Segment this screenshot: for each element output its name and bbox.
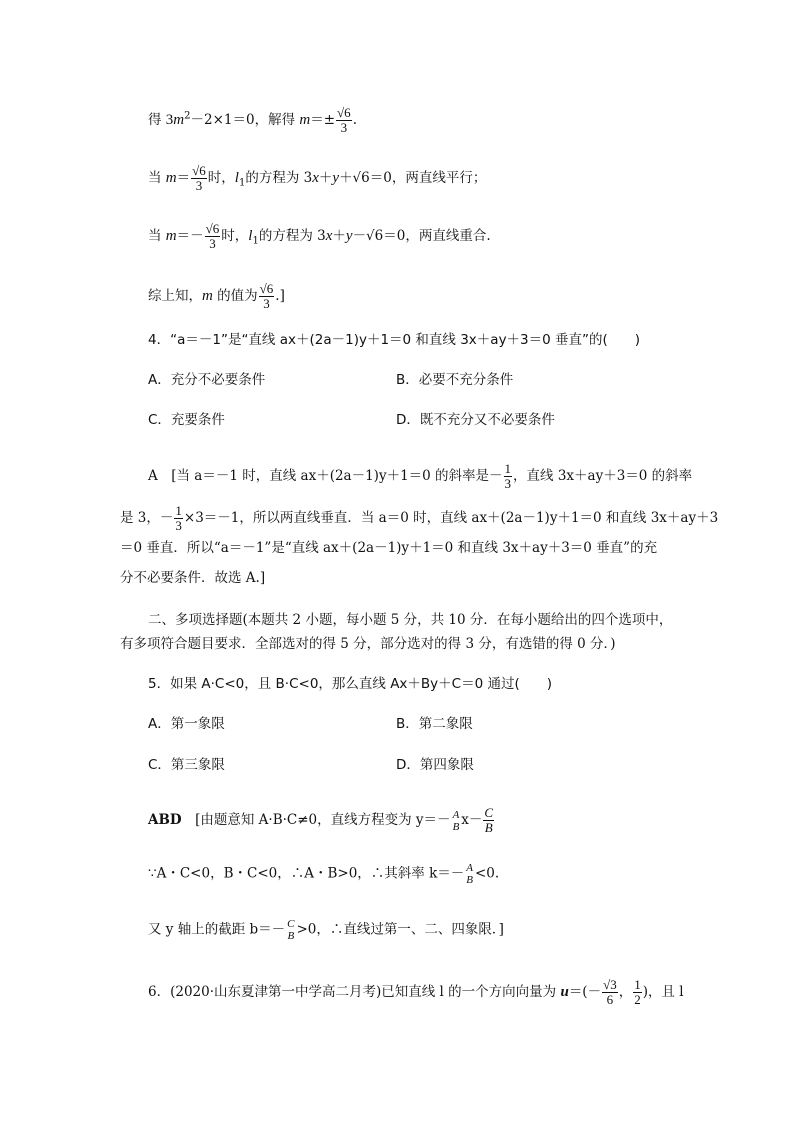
answer-4-line-3: ＝0 垂直．所以“a＝－1”是“直线 ax＋(2a－1)y＋1＝0 和直线 3x＋ay＋3＝0 垂直”的充 xyxy=(120,540,658,556)
answer-4-line-2: 是 3，－ $\frac{1}{3}$ ×3＝－1，所以两直线垂直．当 a＝0 时，直线 ax＋(2a－1)y＋1＝0 和直线 3x＋ay＋3 xyxy=(120,503,719,533)
option-5b: B．第二象限 xyxy=(396,716,473,732)
fraction: $\frac{C}{B}$ xyxy=(484,805,494,835)
question-6: 6．(2020·山东夏津第一中学高二月考)已知直线 l 的一个方向向量为 u＝(－ $\frac{√3}{6}$ ， $\frac{1}{2}$ )，且 l xyxy=(148,977,684,1007)
option-4d: D．既不充分又不必要条件 xyxy=(396,412,555,428)
fraction: C B xyxy=(287,918,295,942)
question-4: 4．“a＝－1”是“直线 ax＋(2a－1)y＋1＝0 和直线 3x＋ay＋3＝0 垂直”的( ) xyxy=(148,332,641,348)
fraction: $\frac{√6}{3}$ xyxy=(192,163,206,193)
solution-line-4: 综上知，m 的值为 $\frac{√6}{3}$ .] xyxy=(148,281,285,311)
fraction: A B xyxy=(466,862,473,886)
section-2-heading: 二、多项选择题(本题共 2 小题，每小题 5 分，共 10 分．在每小题给出的四个选项中， xyxy=(148,612,673,628)
solution-line-3: 当 m＝－ $\frac{√6}{3}$ 时，$l_1$的方程为 3x＋y－√6＝0，两直线重合. xyxy=(148,221,491,251)
fraction: $\frac{√6}{3}$ xyxy=(259,281,274,311)
fraction: $\frac{√6}{3}$ xyxy=(337,105,351,135)
fraction: $\frac{√6}{3}$ xyxy=(205,221,220,251)
option-5d: D．第四象限 xyxy=(396,757,474,773)
solution-line-2: 当 m＝ $\frac{√6}{3}$ 时，$l_1$的方程为 3x＋y＋√6＝0，两直线平行； xyxy=(148,163,487,193)
answer-5-line-3: 又 y 轴上的截距 b＝－ C B >0，∴直线过第一、二、四象限．] xyxy=(148,918,504,942)
question-5: 5．如果 A·C<0，且 B·C<0，那么直线 Ax＋By＋C＝0 通过( ) xyxy=(148,676,553,692)
option-5c: C．第三象限 xyxy=(148,757,225,773)
option-4c: C．充要条件 xyxy=(148,412,225,428)
solution-line-1: 得 $3m^2-2\times 1=0$，解得 m＝± $\frac{√6}{3}$ . xyxy=(148,105,357,135)
fraction: $\frac{1}{2}$ xyxy=(634,977,641,1007)
option-4b: B．必要不充分条件 xyxy=(396,372,514,388)
answer-5-line-2: ∵A・C<0，B・C<0，∴A・B>0，∴其斜率 k＝－ A B <0. xyxy=(148,862,500,886)
fraction: $\frac{1}{3}$ xyxy=(175,503,182,533)
fraction: $\frac{√3}{6}$ xyxy=(603,977,617,1007)
fraction: $\frac{1}{3}$ xyxy=(504,461,512,491)
answer-5-line-1: ABD [由题意知 A·B·C≠0，直线方程变为 y＝－ A B x－ $\frac{C}{B}$ xyxy=(148,805,494,835)
answer-4-line-4: 分不必要条件．故选 A.] xyxy=(120,570,266,586)
section-2-instructions: 有多项符合题目要求．全部选对的得 5 分，部分选对的得 3 分，有选错的得 0 分．) xyxy=(120,636,616,652)
answer-4-line-1: A [当 a＝－1 时，直线 ax＋(2a－1)y＋1＝0 的斜率是－ $\frac{1}{3}$ ，直线 3x＋ay＋3＝0 的斜率 xyxy=(148,461,693,491)
option-5a: A．第一象限 xyxy=(148,716,225,732)
option-4a: A．充分不必要条件 xyxy=(148,372,266,388)
fraction: A B xyxy=(452,808,460,833)
